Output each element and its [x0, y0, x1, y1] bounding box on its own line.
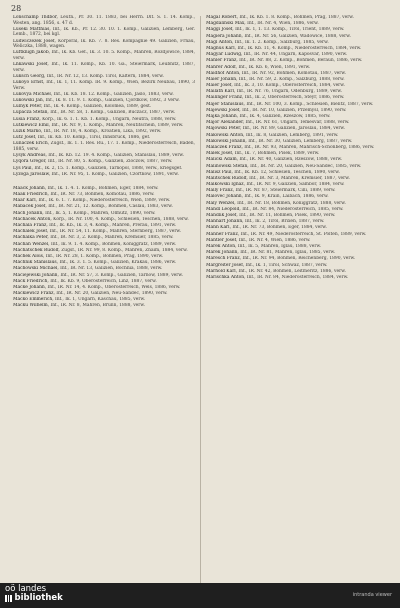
entry-name: Malisz Paul, — [206, 169, 233, 175]
entry-details: Inf., Ik. 3. 1. 5. Komp., Galizien, Krakau, 1886, verw. — [59, 260, 177, 266]
entry-name: Lutkiewicz Emil, — [13, 122, 51, 128]
register-entry — [206, 201, 388, 207]
entry-name: Mabaček Josef, — [13, 204, 47, 210]
entry-details: Inf., Ik. 2, Tirol, Brixen, 1887, verw. — [244, 219, 325, 225]
register-entry — [13, 153, 195, 159]
entry-name: Machnik Stanislaus, — [13, 260, 59, 266]
entry-name: Mack Friedrich, — [13, 278, 49, 284]
column-divider — [200, 16, 201, 586]
register-entry — [13, 242, 195, 248]
register-entry — [13, 92, 195, 98]
register-entry — [206, 108, 388, 114]
register-entry — [206, 65, 388, 71]
entry-details: Inf., IR. Nr. 89, Galizien, Jaroslau, 1884, verw. — [242, 126, 346, 132]
entry-name: Magl Anton, — [206, 39, 234, 45]
entry-details: Inf., Ik. Kb. Gef., Ik. 3. 10. 5. Komp., Mähren, Rozdjowice, 1884, verw. — [13, 50, 195, 61]
entry-details: Inf., Ik. 5, 1. Komp., Mähren, Olmütz, 1890, verw. — [45, 210, 156, 216]
entry-name: Macko Emmerich, — [13, 297, 54, 303]
register-entry — [206, 256, 388, 262]
entry-name: Maciejewski Johann, — [13, 272, 59, 278]
entry-details: Inf., IR. Nr. 95, 1. Komp., Galizien, Czortkow, 1891, verw. — [51, 171, 179, 177]
entry-details: Inf., IR. Nr. 88, 2. Komp., Böhmen, Beraun, 1886, verw. — [239, 58, 363, 64]
section-gap — [13, 178, 195, 186]
entry-details: Inf., IR. Nr. 20, Galizien, Neu-Sandec, 1890, verw. — [56, 291, 168, 297]
entry-name: Mailinger Franz, — [206, 95, 244, 101]
register-entry — [206, 126, 388, 132]
entry-details: Inf., Ik. Kb., Pr. 12. 30. 10. 1. Komp., Galizien, Lemberg, Ger. Lemb., 1872, bei kgl. — [13, 26, 195, 38]
entry-name: Maack Johann, — [13, 185, 47, 191]
viewer-credit[interactable]: intranda viewer — [352, 592, 392, 598]
entry-details: Inf., Ik. 9, Krain, Laibach, 1886, verw. — [244, 194, 329, 200]
entry-details: Inf., IR. Nr. 44, Ungarn, Kaposvar, 1890, verw. — [243, 52, 348, 58]
register-entry — [13, 279, 195, 285]
register-entry — [206, 133, 388, 139]
register-entry — [13, 159, 195, 165]
entry-details: Inf., IR. Nr. 54, 11. Komp., Mähren, Sternberg, 1887, verw. — [49, 229, 182, 235]
register-entry — [13, 235, 195, 241]
entry-details: Inf., Ik. 7, Böhmen, Pisek, 1889, verw. — [234, 151, 320, 157]
entry-name: Mandlik Josef, — [206, 213, 238, 218]
register-entry — [13, 129, 195, 135]
register-entry — [206, 95, 388, 101]
register-entry — [206, 21, 388, 27]
entry-details: Inf., IR. Nr. 58, 1. Komp., Galizien, Buczacz, 1887, verw. — [50, 110, 176, 116]
register-entry — [13, 186, 195, 192]
entry-name: Manner Franz, — [206, 231, 240, 237]
register-entry — [13, 50, 195, 61]
register-entry — [13, 273, 195, 279]
register-entry — [206, 102, 388, 108]
entry-name: Malkowski Ignaz, — [206, 182, 245, 188]
entry-details: Inf., IR. Nr. 42, Böhmen, Leitmeritz, 1886, verw. — [238, 268, 346, 274]
entry-details: Inf., IR. Nr. 10, Galizien, Przemysl, 1890, verw. — [242, 107, 347, 113]
entry-name: Mackiewicz Franz, — [13, 291, 55, 297]
entry-name: Machala Franz, — [13, 223, 48, 229]
register-entry — [13, 172, 195, 178]
register-entry — [13, 15, 195, 26]
entry-details: Inf., IR. Nr. 93, Mähren, Mährisch-Schönberg, 1886, verw. — [244, 144, 375, 150]
register-entry — [206, 120, 388, 126]
register-entry — [13, 192, 195, 198]
register-entry — [13, 211, 195, 217]
entry-details: Inf., IR. Nr. 40, Galizien, Rzeszow, 1888, verw. — [239, 157, 343, 163]
entry-name: Lysyk Andreas, — [13, 153, 47, 159]
register-entry — [206, 157, 388, 163]
entry-name: Macku Wilhelm, — [13, 303, 50, 309]
entry-details: Inf., IR. Nr. 92, Böhmen, Komotau, 1887, verw. — [241, 70, 347, 76]
register-entry — [206, 58, 388, 64]
entry-name: Malinowski Stefan, — [206, 163, 249, 169]
entry-details: Inf., IR. Nr. 59, 2. Komp., Salzburg, 1888, verw. — [238, 76, 345, 82]
entry-details: Inf., IR. Nr. 4, Wien, 1886, verw. — [238, 237, 311, 243]
entry-details: Inf., IR. Nr. 30, Galizien, Lemberg, 1887, verw. — [248, 138, 353, 144]
register-entry — [206, 40, 388, 46]
entry-name: Maggi Josef, — [206, 27, 234, 33]
register-entry — [206, 182, 388, 188]
register-entry — [206, 238, 388, 244]
entry-details: Inf., IR. Nr. 13, Galizien, Bochnia, 1888, verw. — [60, 266, 163, 272]
entry-details: Inf., Ik. 2, 15. 1. Komp., Galizien, Tarnopol, 1888, verw., kriegsgef. — [34, 165, 183, 171]
entry-details: Inf., Ik. 4, Galizien, Rzeszow, 1885, verw. — [239, 114, 331, 119]
register-entry — [206, 244, 388, 250]
entry-name: Marischka Anton, — [206, 274, 246, 280]
entry-name: Margreiter Josef, — [206, 262, 245, 268]
entry-name: Macháň Wenzel, — [13, 241, 50, 247]
entry-name: Majewski Josef, — [206, 107, 241, 113]
entry-name: Mann Karl, — [206, 225, 231, 231]
entry-name: Makowski Anton, — [206, 132, 245, 138]
entry-name: Macke Johann, — [13, 284, 47, 290]
register-entry — [206, 164, 388, 170]
register-entry — [206, 225, 388, 231]
entry-details: Inf., Ik. 8. 11. 9. 1. Komp., Galizien, Cjordkow, 1892, 3 Verw. — [45, 98, 180, 104]
register-entry — [13, 204, 195, 210]
entry-name: Malitschek Rudolf, — [206, 175, 248, 181]
entry-name: Maresch Franz, — [206, 256, 242, 262]
register-entry — [13, 123, 195, 129]
entry-name: Mantler Josef, — [206, 237, 238, 243]
register-entry — [206, 114, 388, 120]
entry-details: Inf., IR. Nr. 18, 4. Komp., Kroatien, Lika, 1892, verw. — [43, 129, 162, 134]
entry-name: Lukoyo Ernst, — [13, 80, 45, 86]
register-entry — [13, 117, 195, 123]
register-entry — [206, 27, 388, 33]
entry-details: Inf., IR. Nr. 84, Niederösterreich, 1884, verw. — [246, 274, 349, 280]
entry-name: Luzik Marko, — [13, 129, 43, 134]
register-entry — [206, 52, 388, 58]
register-entry — [206, 145, 388, 151]
entry-details: Inf., Ik. 9. 1. 4. Komp., Böhmen, Königgrätz, 1889, verw. — [50, 241, 177, 247]
entry-name: Maar Karl, — [13, 198, 38, 204]
register-entry — [13, 248, 195, 254]
register-entry — [206, 188, 388, 194]
entry-details: Inf., IR. Nr. 87, Steiermark, Cilli, 1889, verw. — [235, 188, 336, 194]
entry-name: Lyqora Gregor, — [13, 159, 47, 165]
entry-details: Korporal, Ik. Kb. 7. 8. Res. Kompagnie 49. Galizien, Frnau, Weliczka, 1888, wagen. — [13, 38, 195, 50]
register-entry — [13, 291, 195, 297]
entry-name: Malý Wenzel, — [206, 200, 236, 206]
register-entry — [206, 194, 388, 200]
register-entry — [13, 297, 195, 303]
register-entry — [13, 166, 195, 172]
entry-name: Manhart Johann, — [206, 219, 244, 225]
entry-details: Inf., IR. Nr. 14, 4. Komp., Oberösterreich, Wels, 1886, verw. — [47, 284, 181, 290]
entry-details: Inf., IR. Nr. 3, 2. Komp., Mähren, Kremsier, 1885, verw. — [50, 235, 174, 241]
entry-details: Inf., Ik. 1. 2. Komp., Salzburg, 1885, verw. — [234, 39, 329, 45]
register-entry — [13, 266, 195, 272]
entry-name: Magnus Karl, — [206, 45, 237, 51]
entry-details: Inf., IR. Nr. 11, Böhmen, Pisek, 1890, verw. — [239, 213, 336, 218]
register-entry — [13, 141, 195, 152]
entry-name: Lnkawski Josef, — [13, 62, 49, 68]
entry-details: Inf., IR. Nr. 80, 5. Komp., Galizien, Zloczow, 1887, verw. — [47, 159, 173, 165]
register-entry — [206, 34, 388, 40]
entry-details: Inf., Ik. 1, 1. 13. Komp., Tirol, Trient, 1889, verw. — [235, 27, 345, 33]
entry-name: Makowski Johann, — [206, 138, 247, 144]
entry-details: Inf., IR. Nr. 73, Böhmen, Komotau, 1886, verw. — [50, 192, 155, 198]
entry-name: Malaczek Franz, — [206, 144, 243, 150]
register-entry — [13, 135, 195, 141]
register-entry — [13, 254, 195, 260]
entry-details: Inf., Ik. 2, Oberösterreich, Steyr, 1886, verw. — [244, 95, 345, 101]
entry-name: Mahler Franz, — [206, 58, 238, 64]
entry-name: Lys Paul, — [13, 165, 33, 171]
entry-name: Mailath Karl, — [206, 89, 236, 95]
entry-name: Magdalinski Max, — [206, 21, 246, 27]
logo-text-line2: bibliothek — [14, 593, 63, 603]
entry-name: Major Alexander, — [206, 120, 245, 126]
entry-name: Lonschamp Thdbor, — [13, 15, 58, 20]
entry-name: Lutz Josef, — [13, 135, 37, 141]
entry-name: Lulnyk Peter, — [13, 104, 43, 110]
entry-details: Inf., Ik. Kb. 12, Schlesien, Teschen, 1890, verw. — [234, 169, 340, 175]
entry-details: Inf., Ik. 1, Ungarn, Kaschau, 1885, verw. — [55, 297, 146, 303]
column-left — [13, 15, 195, 575]
entry-name: Majowski Peter, — [206, 126, 242, 132]
entry-details: Inf., IR. Nr. 94, Böhmen, Reichenberg, 1890, verw. — [242, 256, 356, 262]
register-entry — [206, 139, 388, 145]
entry-details: Inf., IR. Nr. 9, 1. Komp., Mähren, Neutitschein, 1889, verw. — [51, 122, 184, 128]
register-entry — [13, 98, 195, 104]
entry-details: Inf., IR. Nr. 4, Wien, 1886, verw. — [247, 21, 319, 27]
register-entry — [206, 46, 388, 52]
entry-name: Majka Johann, — [206, 114, 239, 119]
register-entry — [13, 285, 195, 291]
entry-details: Inf., IR. Nr. 3, Mähren, Kremsier, 1887, verw. — [249, 175, 350, 181]
entry-details: Inf., Ik. Kb. 18. 12. Komp., Galizien, Jaslo, 1883, verw. — [53, 91, 174, 97]
entry-name: Machowski Michael, — [13, 266, 59, 272]
entry-name: Maak Friedrich, — [13, 192, 49, 198]
entry-details: Inf., IR. Nr. 18, Böhmen, Königgrätz, 1888, verw. — [237, 200, 346, 206]
entry-name: Majer Stanislaus, — [206, 101, 245, 107]
entry-details: Inf., Ik. 4. Komp., Galizien, Kolomea, 1889, gest. — [43, 104, 152, 110]
register-entry — [13, 27, 195, 38]
entry-name: Marhold Karl, — [206, 268, 238, 274]
entry-name: Maidhof Anton, — [206, 70, 241, 76]
register-entry — [206, 89, 388, 95]
register-entry — [206, 219, 388, 225]
entry-name: Lukovya Michael, — [13, 91, 53, 97]
entry-name: Mach Johann, — [13, 210, 44, 216]
entry-details: Inf., Ik. Kb. 10. Komp., Tirol, Innsbruck, 1886, gef. — [37, 135, 151, 141]
entry-name: Malovec Johann, — [206, 194, 243, 200]
entry-name: Machacek Anton, — [13, 216, 52, 222]
library-logo[interactable] — [5, 585, 63, 603]
register-entry — [13, 39, 195, 50]
entry-name: Machalek Josef, — [13, 229, 49, 235]
register-entry — [13, 303, 195, 309]
entry-details: Zugsf., IR. Nr. 99, 8. Komp., Mähren, Znaim, 1884, verw. — [61, 247, 188, 253]
viewer-footer-bar — [0, 583, 400, 608]
register-entry — [13, 104, 195, 110]
entry-name: Malicki Adam, — [206, 157, 238, 163]
register-entry — [206, 15, 388, 21]
register-entry — [206, 170, 388, 176]
entry-name: Machek Alois, — [13, 253, 45, 259]
entry-details: Inf., IR. Nr. 9, Galizien, Sambor, 1884, verw. — [246, 182, 345, 188]
entry-details: Inf., IR. Nr. 76, Ungarn, Ödenburg, 1889, verw. — [236, 89, 343, 95]
entry-details: Korp., IR. Nr. 100, 4. Komp., Schlesien, Teschen, 1888, verw. — [53, 216, 189, 222]
entry-details: Inf., IR. Nr. 8, Mähren, Brünn, 1888, verw. — [50, 303, 146, 309]
entry-name: Maier Johann, — [206, 76, 238, 82]
entry-details: Inf., IR. Nr. 56, Galizien, Wadowice, 1888, verw. — [244, 33, 351, 39]
entry-name: Luksch Georg, — [13, 73, 46, 79]
entry-details: Inf., IR. Nr. 21, 12. Komp., Böhmen, Caslau, 1883, verw. — [48, 204, 173, 210]
entry-name: Luftknigh Jakob, — [13, 50, 51, 56]
entry-name: Magyar Ludwig, — [206, 52, 243, 58]
register-entry — [206, 207, 388, 213]
entry-details: Inf., IR. Nr. 49, Niederösterreich, St. Pölten, 1889, verw. — [240, 231, 367, 237]
entry-details: Inf., IR. Nr. 28, 1. Komp., Böhmen, Prag, 1890, verw. — [45, 253, 164, 259]
entry-details: Inf., IR. Nr. 84, Niederösterreich, 1885, verw. — [242, 206, 344, 212]
entry-name: Mahrer Adolf, — [206, 64, 238, 70]
entry-details: Inf., Ik. 8, Galizien, Lemberg, 1891, verw. — [245, 132, 339, 138]
register-entry — [206, 232, 388, 238]
entry-details: Inf., Ik. Kb. 11, 4. Komp., Niederösterreich, 1884, verw. — [237, 45, 362, 51]
register-entry — [13, 260, 195, 266]
register-entry — [13, 223, 195, 229]
entry-details: Inf., Ik. Kb. 9, Oberösterreich, Linz, 1887, verw. — [50, 278, 157, 284]
entry-details: Inf., Ik. 5, Mähren, Iglau, 1888, verw. — [237, 243, 322, 249]
entry-name: Luseki Matthias, — [13, 26, 51, 32]
barcode-icon — [5, 595, 12, 602]
entry-name: Mally Franz, — [206, 188, 235, 194]
entry-name: Mandl Leopold, — [206, 206, 241, 212]
column-right — [206, 15, 388, 575]
register-entry — [206, 176, 388, 182]
entry-name: Lunaczek Erich, — [13, 141, 50, 147]
register-entry — [206, 77, 388, 83]
register-entry — [13, 198, 195, 204]
entry-name: Magiera Johann, — [206, 33, 243, 39]
register-entry — [13, 110, 195, 116]
register-entry — [13, 74, 195, 80]
entry-name: Lusia Franz, — [13, 116, 41, 122]
entry-name: Lukowski Jan, — [13, 98, 45, 104]
entry-details: Inf., IR. Nr. 57, 3. Komp., Galizien, Tarnow, 1889, verw. — [60, 272, 183, 278]
register-entry — [13, 62, 195, 73]
entry-name: Maier Josef, — [206, 83, 233, 89]
entry-name: Marek Anton, — [206, 243, 237, 249]
entry-details: Inf., Ik. Kb. 12. 19. 4. Komp., Galizien, Stanislau, 1889, verw. — [48, 153, 185, 159]
register-entry — [206, 83, 388, 89]
register-entry — [206, 151, 388, 157]
entry-details: Inf., Ik. Kb., Ik. 3, 4. Komp., Mähren, Prerau, 1891, verw. — [49, 223, 177, 229]
register-entry — [206, 269, 388, 275]
logo-text-line1: oö landes — [5, 584, 47, 594]
register-entry — [206, 71, 388, 77]
entry-name: Ludwiczezek Josef, — [13, 38, 56, 44]
entry-details: Inf., IR. Nr. 73, Böhmen, Eger, 1884, verw. — [232, 225, 327, 231]
entry-name: Lupacza Stefan, — [13, 110, 49, 116]
entry-details: Inf., Ik. 11. Komp., Kb. 10. Ga., Steiermark, Leubnitz, 1887, verw. — [13, 62, 195, 73]
entry-name: Malek Josef, — [206, 151, 234, 157]
entry-details: Inf., Ik. 1, 11. Komp. IR. 9. Komp., Wien, Bezirk Neubau, 1890, 3 Verw. — [13, 80, 195, 91]
entry-details: Inf., IR. Nr. 20, Galizien, Neu-Sandec, 1885, verw. — [250, 163, 362, 169]
entry-name: Magal Robert, — [206, 15, 238, 20]
entry-details: Leutn., Pr. 30. 11. 1883, bei Herrn. Dlt. S. 1. 14. Komp., Westen, ang. 1856, s. 47 d. — [13, 15, 195, 26]
entry-details: Inf., Ik. 1, Tirol, Schwaz, 1887, verw. — [245, 262, 328, 268]
entry-details: Inf., Ik. 6. 1. 7. Komp., Niederösterreich, Wien, 1889, verw. — [38, 198, 171, 204]
page-number: 28 — [11, 4, 22, 13]
register-entry — [206, 263, 388, 269]
entry-details: Inf., IR. Nr. 81, Mähren, Iglau, 1885, verw. — [240, 250, 336, 256]
entry-details: Inf., IR. Nr. 61, Ungarn, Temesvar, 1888, verw. — [245, 120, 350, 126]
entry-name: Marek Johann, — [206, 250, 239, 256]
entry-details: Inf., Ik. 3, 10. Komp., Oberösterreich, 1884, verw. — [234, 83, 345, 89]
register-entry — [13, 80, 195, 91]
register-entry — [13, 217, 195, 223]
entry-details: Inf., Ik. 1. 4. 1. Komp., Böhmen, Eger, 1884, verw. — [47, 185, 159, 191]
entry-name: Machatschek Rudolf, — [13, 247, 60, 253]
entry-name: Machalka Peter, — [13, 235, 49, 241]
register-entry — [206, 250, 388, 256]
register-entry — [206, 275, 388, 281]
register-entry — [206, 213, 388, 219]
entry-details: Inf., Ik. Kb. 1. 8. Komp., Böhmen, Prag, 1887, verw. — [239, 15, 354, 20]
entry-details: Zugsf., Ik. 1. 1. Res. Ru., 17. 1. Komp., Niederösterreich, Baden, 1885, verw. — [13, 141, 195, 152]
register-entry — [13, 229, 195, 235]
entry-details: Korp., Ik. 6. 1. 1. Kb. 1. Komp., Ungarn, Neutra, 1888, verw. — [42, 116, 177, 122]
entry-details: Inf., IR. Nr. 12, 13. Komp. Tirol, Kaltern, 1884, verw. — [46, 73, 164, 79]
entry-details: Inf., IR. Nr. 100, 3. Komp., Schlesien, Bielitz, 1887, verw. — [246, 101, 374, 107]
entry-name: Lyzoga Jaroslaw, — [13, 171, 51, 177]
entry-details: Inf., Ik. Kb. 6, Wien, 1891, verw. — [238, 64, 311, 70]
